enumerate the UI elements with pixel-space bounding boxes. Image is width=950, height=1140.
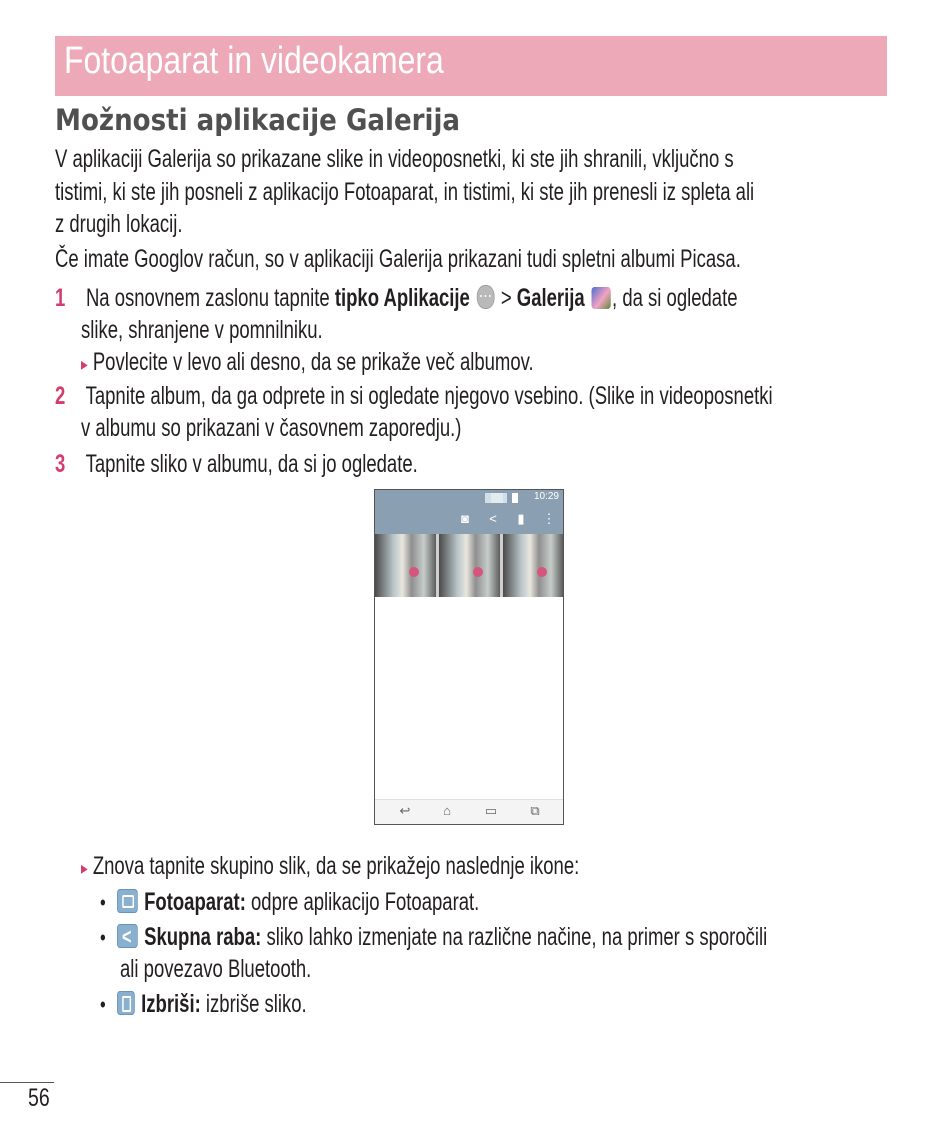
bullet: • bbox=[100, 890, 106, 915]
intro-line-4: Če imate Googlov račun, so v aplikaciji Galerija prikazani tudi spletni albumi Picasa. bbox=[55, 245, 741, 273]
item-text: izbriše sliko. bbox=[200, 990, 307, 1018]
share-icon bbox=[117, 924, 138, 948]
dual-window-icon[interactable]: ⧉ bbox=[530, 803, 540, 818]
icon-item-share-line-2: ali povezavo Bluetooth. bbox=[120, 955, 312, 983]
intro-line-1: V aplikaciji Galerija so prikazane slike in videoposnetki, ki ste jih shranili, vključno s bbox=[55, 145, 734, 173]
recent-apps-icon[interactable]: ▭ bbox=[484, 803, 498, 818]
item-text: odpre aplikacijo Fotoaparat. bbox=[245, 888, 480, 916]
step-text: Na osnovnem zaslonu tapnite bbox=[85, 284, 335, 312]
phone-screenshot bbox=[374, 489, 564, 825]
trash-icon[interactable]: ▮ bbox=[517, 511, 525, 526]
step-number: 1 bbox=[55, 284, 66, 312]
icon-item-share bbox=[100, 921, 767, 954]
step-number: 2 bbox=[55, 382, 66, 410]
intro-line-2: tistimi, ki ste jih posneli z aplikacijo Fotoaparat, in tistimi, ki ste jih prenesli iz spleta ali bbox=[55, 178, 755, 206]
more-icon[interactable]: ⋮ bbox=[542, 511, 556, 526]
apps-icon bbox=[476, 285, 494, 309]
item-label: Izbriši: bbox=[141, 990, 201, 1018]
step-text-end: , da si ogledate bbox=[612, 284, 738, 312]
chapter-title: Fotoaparat in videokamera bbox=[64, 40, 444, 82]
icon-item-camera bbox=[100, 886, 479, 919]
status-time: 10:29 bbox=[533, 491, 559, 502]
trash-icon bbox=[117, 991, 135, 1015]
camera-icon bbox=[117, 889, 138, 913]
chapter-banner bbox=[55, 36, 887, 96]
battery-icon bbox=[512, 493, 518, 503]
step-2-line-2: v albumu so prikazani v časovnem zaporedju.) bbox=[81, 414, 462, 442]
apps-key-label: tipko Aplikacije bbox=[334, 284, 470, 312]
action-bar bbox=[375, 506, 563, 534]
step-1-sub bbox=[81, 346, 534, 380]
step-1-line-2: slike, shranjene v pomnilniku. bbox=[81, 316, 323, 344]
step-text: Tapnite sliko v albumu, da si jo ogledate. bbox=[85, 450, 418, 478]
triangle-bullet-icon: ▸ bbox=[81, 858, 88, 878]
bullet: • bbox=[100, 925, 106, 950]
page-number: 56 bbox=[28, 1084, 50, 1112]
step-number: 3 bbox=[55, 450, 66, 478]
signal-icon bbox=[491, 493, 507, 503]
gallery-label: Galerija bbox=[516, 284, 585, 312]
photo-thumbnail[interactable] bbox=[503, 534, 563, 597]
intro-line-3: z drugih lokacij. bbox=[55, 210, 183, 238]
photo-thumbnail[interactable] bbox=[375, 534, 436, 597]
section-heading: Možnosti aplikacije Galerija bbox=[55, 103, 461, 137]
share-icon[interactable]: < bbox=[489, 511, 497, 526]
step-2 bbox=[55, 380, 773, 412]
step-1-sub-text: Povlecite v levo ali desno, da se prikaže več albumov. bbox=[92, 348, 534, 376]
triangle-bullet-icon: ▸ bbox=[81, 354, 88, 374]
after-intro-text: Znova tapnite skupino slik, da se prikažejo naslednje ikone: bbox=[92, 852, 580, 880]
step-3 bbox=[55, 448, 418, 480]
item-text: sliko lahko izmenjate na različne načine, na primer s sporočili bbox=[261, 923, 768, 951]
footer-rule bbox=[0, 1082, 54, 1083]
nav-bar bbox=[375, 799, 563, 824]
home-icon[interactable]: ⌂ bbox=[443, 803, 451, 818]
icon-item-delete bbox=[100, 988, 307, 1021]
item-label: Skupna raba: bbox=[144, 923, 262, 951]
after-intro bbox=[81, 850, 579, 884]
step-separator: > bbox=[495, 284, 517, 312]
status-bar bbox=[375, 490, 563, 506]
step-1 bbox=[55, 282, 738, 314]
item-label: Fotoaparat: bbox=[144, 888, 246, 916]
step-text: Tapnite album, da ga odprete in si ogledate njegovo vsebino. (Slike in videoposnetki bbox=[85, 382, 773, 410]
gallery-icon bbox=[591, 287, 610, 309]
image-strip bbox=[375, 534, 563, 597]
back-icon[interactable]: ↩ bbox=[399, 803, 411, 818]
camera-icon[interactable]: ◙ bbox=[461, 511, 469, 526]
bullet: • bbox=[100, 992, 106, 1017]
photo-thumbnail[interactable] bbox=[439, 534, 500, 597]
